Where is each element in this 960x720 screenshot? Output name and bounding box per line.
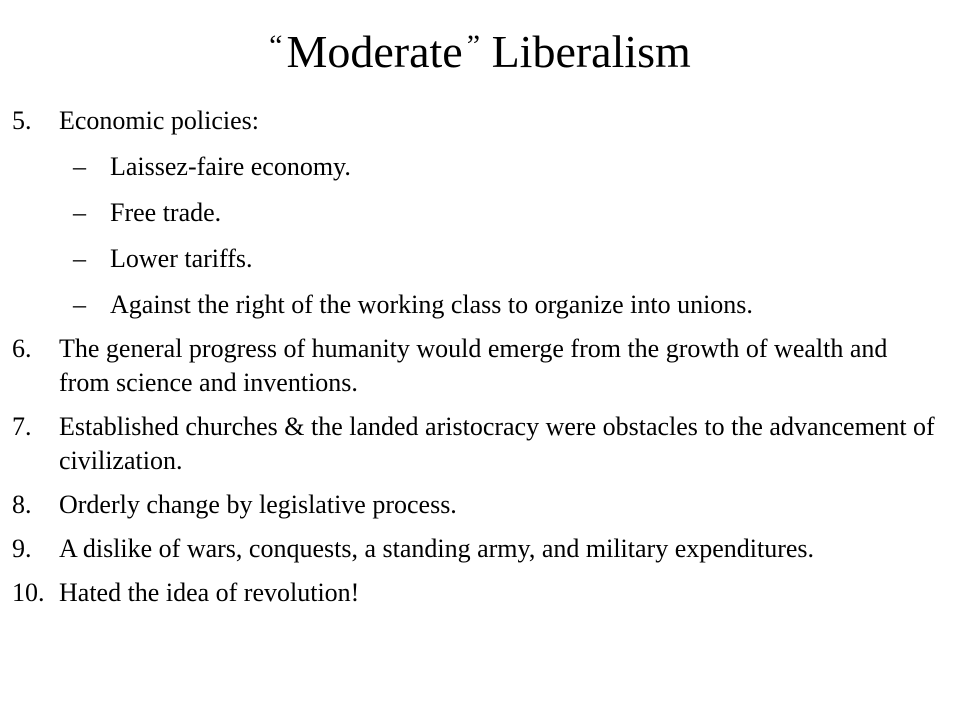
list-item-10 — [0, 576, 940, 610]
slide-title — [0, 22, 960, 82]
dash-bullet: – — [73, 290, 86, 319]
list-item-text: The general progress of humanity would emerge from the growth of wealth and from science and inventions. — [59, 334, 888, 397]
list-number: 5. — [12, 106, 32, 135]
title-close-quote: ” — [466, 29, 481, 62]
list-item-text: Economic policies: — [59, 106, 260, 135]
list-item-text: Orderly change by legislative process. — [59, 490, 457, 519]
sub-item-against-unions — [0, 288, 940, 322]
dash-bullet: – — [73, 198, 86, 227]
list-item-text: A dislike of wars, conquests, a standing army, and military expenditures. — [59, 534, 815, 563]
list-item-6 — [0, 332, 940, 400]
list-number: 10. — [12, 578, 45, 607]
dash-bullet: – — [73, 152, 86, 181]
list-item-9 — [0, 532, 940, 566]
list-item-text: Hated the idea of revolution! — [59, 578, 360, 607]
list-number: 7. — [12, 412, 32, 441]
list-item-text: Established churches & the landed aristocracy were obstacles to the advancement of civilization. — [59, 412, 935, 475]
dash-bullet: – — [73, 244, 86, 273]
list-number: 8. — [12, 490, 32, 519]
list-number: 6. — [12, 334, 32, 363]
sub-item-lower-tariffs — [0, 242, 940, 276]
title-word-moderate: Moderate — [286, 26, 463, 77]
slide-body — [0, 104, 940, 610]
list-number: 9. — [12, 534, 32, 563]
sub-item-text: Free trade. — [110, 198, 222, 227]
list-item-7 — [0, 410, 940, 478]
list-item-8 — [0, 488, 940, 522]
title-word-liberalism: Liberalism — [491, 26, 691, 77]
sub-item-free-trade — [0, 196, 940, 230]
list-item-5 — [0, 104, 940, 138]
title-open-quote: “ — [269, 29, 283, 62]
sub-item-text: Laissez-faire economy. — [110, 152, 351, 181]
sub-item-laissez-faire — [0, 150, 940, 184]
sub-item-text: Lower tariffs. — [110, 244, 253, 273]
sub-item-text: Against the right of the working class to organize into unions. — [110, 290, 753, 319]
